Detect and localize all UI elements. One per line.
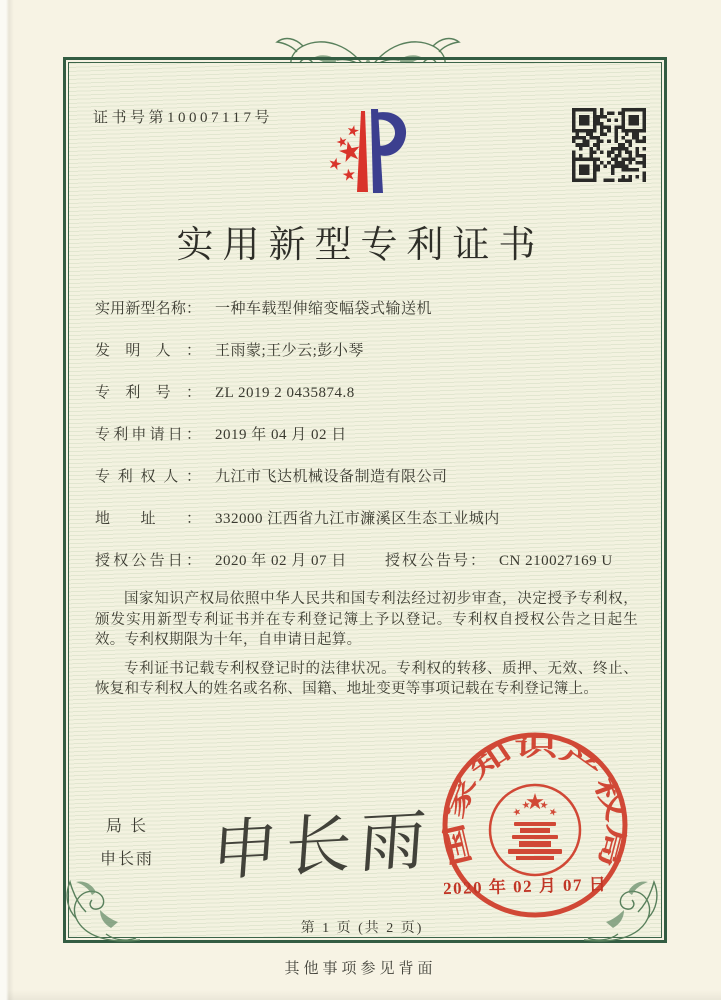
qr-code [572, 108, 646, 182]
national-emblem-icon [490, 785, 580, 875]
signature-autograph: 申长雨 [209, 804, 436, 890]
field-label: 专利号： [95, 385, 201, 401]
certificate-number: 证书号第10007117号 [93, 110, 273, 126]
legal-text [95, 589, 638, 708]
field-label: 地址： [95, 511, 201, 527]
field-value: ZL 2019 2 0435874.8 [215, 385, 355, 401]
field-row-patentee [95, 468, 640, 487]
certificate-title: 实用新型专利证书 [176, 225, 545, 266]
field-row-patent-no [95, 384, 640, 403]
paragraph: 专利证书记载专利权登记时的法律状况。专利权的转移、质押、无效、终止、恢复和专利权人的姓名或名称、国籍、地址变更等事项记载在专利登记簿上。 [95, 660, 638, 697]
paragraph: 国家知识产权局依照中华人民共和国专利法经过初步审查，决定授予专利权，颁发实用新型专利证书并在专利登记簿上予以登记。专利权自授权公告之日起生效。专利权期限为十年，自申请日起算。 [95, 591, 638, 648]
director-title: 局长 [106, 818, 155, 835]
field-list [95, 300, 640, 571]
field-row-grant [95, 552, 640, 571]
seal-agency-text: 国家知识产权局 [441, 734, 630, 869]
field-value: 王雨蒙;王少云;彭小琴 [215, 343, 364, 359]
grant-number-label: 授权公告号： [385, 553, 485, 569]
field-label: 专利申请日： [95, 427, 201, 443]
back-note: 其他事项参见背面 [284, 961, 437, 977]
field-value: 九江市飞达机械设备制造有限公司 [215, 469, 448, 485]
field-row-name [95, 300, 640, 319]
field-row-filing-date [95, 426, 640, 445]
grant-date-value: 2020 年 02 月 07 日 [215, 553, 347, 569]
field-label: 发明人： [95, 343, 201, 359]
director-name: 申长雨 [100, 851, 155, 868]
field-value: 332000 江西省九江市濂溪区生态工业城内 [215, 511, 500, 527]
field-value: 2019 年 04 月 02 日 [215, 427, 347, 443]
field-label: 专利权人： [95, 469, 201, 485]
field-row-inventor [95, 342, 640, 361]
field-row-address [95, 510, 640, 529]
page-indicator: 第 1 页 (共 2 页) [300, 921, 424, 936]
cnipa-logo-icon [312, 104, 412, 194]
seal-date: 2020 年 02 月 07 日 [442, 874, 608, 899]
field-value: 一种车载型伸缩变幅袋式输送机 [215, 301, 433, 317]
grant-date-label: 授权公告日： [95, 553, 201, 569]
grant-number-value: CN 210027169 U [499, 553, 613, 569]
field-label: 实用新型名称： [95, 301, 201, 317]
